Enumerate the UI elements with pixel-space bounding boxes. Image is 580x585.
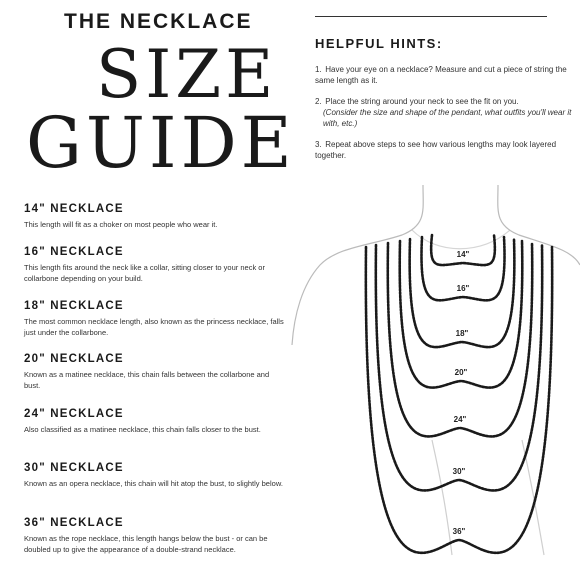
hint-number: 1.: [315, 65, 322, 74]
hints-divider: [315, 16, 547, 17]
size-description: Known as the rope necklace, this length hangs below the bust - or can be doubled up to give the appearance of a double-strand necklace.: [24, 534, 268, 554]
size-heading: 24" NECKLACE: [24, 408, 124, 420]
hint-text: Place the string around your neck to see the fit on you.: [325, 97, 519, 106]
size-description: Known as an opera necklace, this chain will hit atop the bust, to slightly below.: [24, 479, 283, 488]
size-description: Also classified as a matinee necklace, this chain falls closer to the bust.: [24, 425, 261, 434]
size-heading: 36" NECKLACE: [24, 517, 124, 529]
size-item-16: [24, 246, 284, 284]
size-item-36: [24, 517, 284, 555]
length-label: 36": [452, 527, 466, 536]
size-heading: 30" NECKLACE: [24, 462, 124, 474]
title-the-necklace: THE NECKLACE: [64, 10, 253, 33]
hints-list: [315, 64, 575, 171]
length-label: 16": [456, 284, 470, 293]
size-description: This length fits around the neck like a collar, sitting closer to your neck or collarbone depending on your build.: [24, 263, 265, 283]
size-description: This length will fit as a choker on most people who wear it.: [24, 220, 218, 229]
torso-illustration: [282, 185, 580, 580]
hint-note: (Consider the size and shape of the pendant, what outfits you'll wear it with, etc.): [323, 108, 572, 128]
hint-number: 2.: [315, 97, 322, 106]
size-item-18: [24, 300, 284, 338]
necklace-figure: [282, 185, 580, 580]
hint-item: [315, 139, 575, 161]
length-label: 24": [453, 415, 467, 424]
torso-outline: [292, 185, 580, 555]
length-labels: [453, 250, 470, 536]
size-item-24: [24, 408, 284, 435]
size-heading: 14" NECKLACE: [24, 203, 124, 215]
title-guide: GUIDE: [26, 102, 296, 184]
size-heading: 20" NECKLACE: [24, 353, 124, 365]
length-label: 20": [454, 368, 468, 377]
size-heading: 18" NECKLACE: [24, 300, 124, 312]
necklace-chains: [366, 235, 552, 553]
hint-item: [315, 96, 575, 129]
size-item-30: [24, 462, 284, 489]
size-description: The most common necklace length, also known as the princess necklace, falls just under the collarbone.: [24, 317, 284, 337]
hint-number: 3.: [315, 140, 322, 149]
length-label: 30": [452, 467, 466, 476]
size-description: Known as a matinee necklace, this chain falls between the collarbone and bust.: [24, 370, 270, 390]
title-size: SIZE: [96, 36, 278, 113]
hint-text: Repeat above steps to see how various lengths may look layered together.: [315, 140, 557, 160]
length-label: 14": [456, 250, 470, 259]
size-heading: 16" NECKLACE: [24, 246, 124, 258]
size-item-20: [24, 353, 284, 391]
hints-heading: HELPFUL HINTS:: [315, 36, 443, 51]
size-item-14: [24, 203, 284, 230]
hint-text: Have your eye on a necklace? Measure and cut a piece of string the same length as it.: [315, 65, 567, 85]
length-label: 18": [455, 329, 469, 338]
hint-item: [315, 64, 575, 86]
